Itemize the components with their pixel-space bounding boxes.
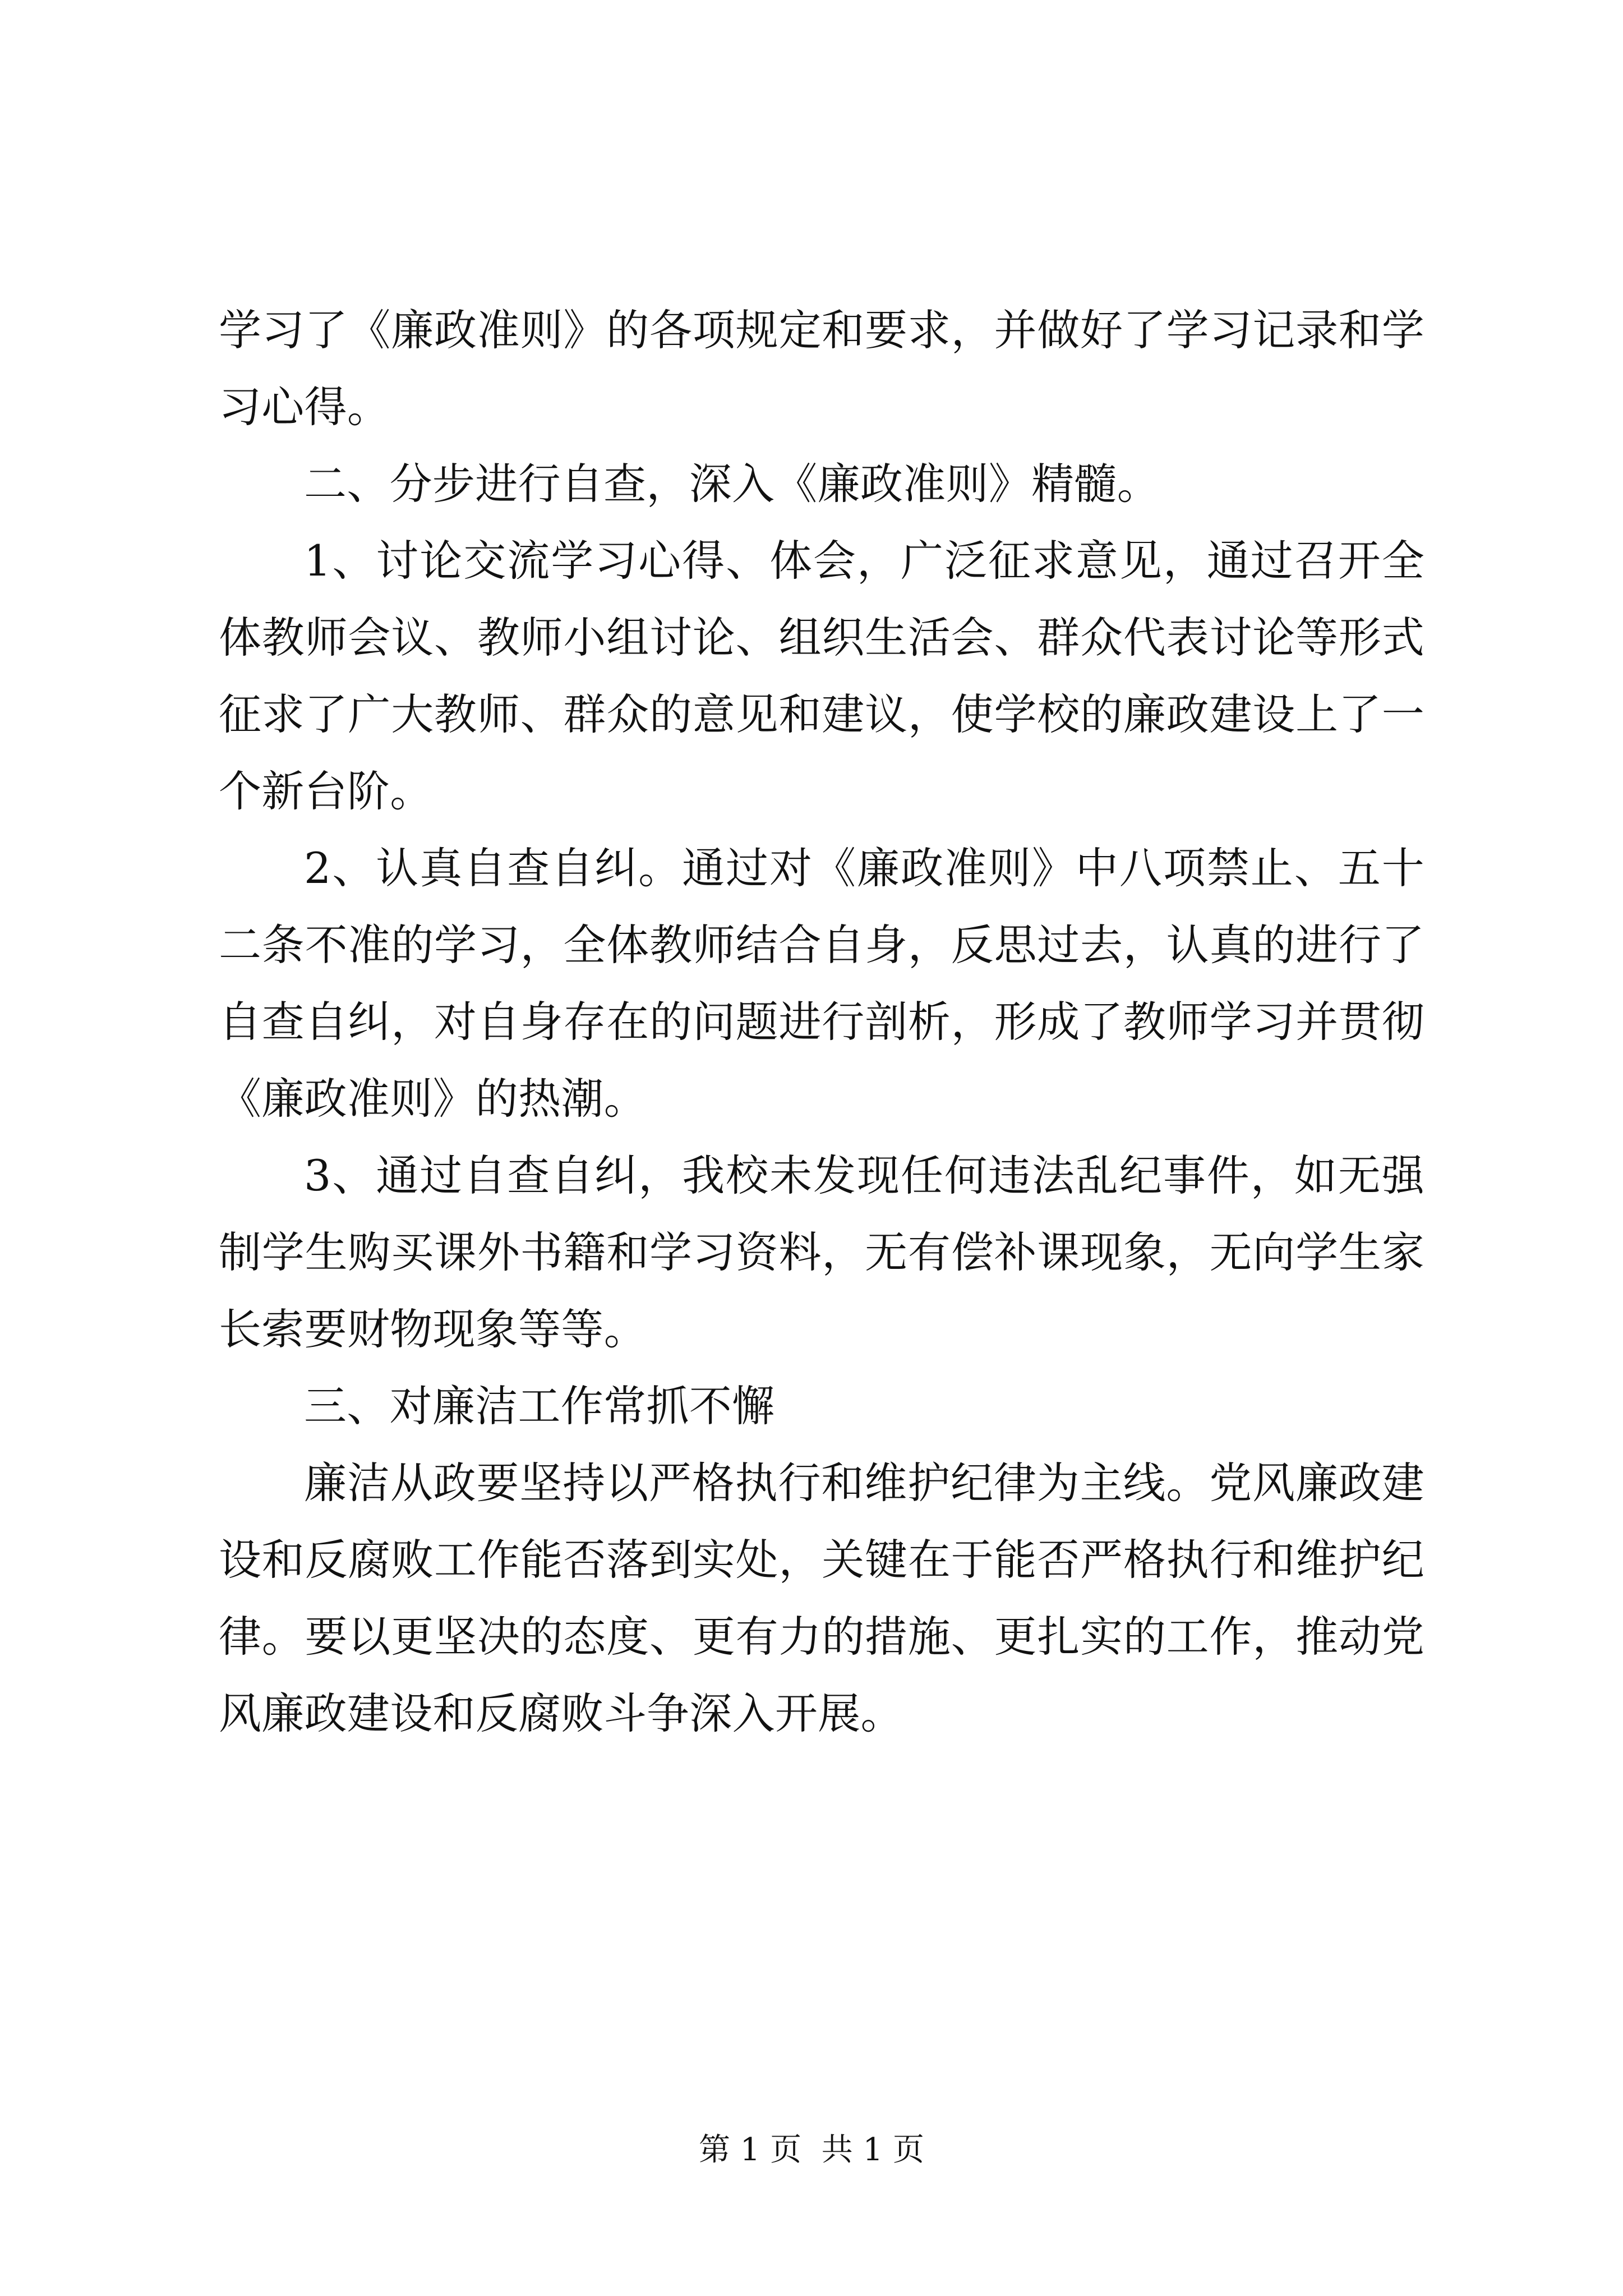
paragraph-item-1: 1、讨论交流学习心得、体会，广泛征求意见，通过召开全体教师会议、教师小组讨论、组织生活会、群众代表讨论等形式征求了广大教师、群众的意见和建议，使学校的廉政建设上了一个新台阶。 xyxy=(219,536,1424,816)
paragraph-continuation: 学习了《廉政准则》的各项规定和要求，并做好了学习记录和学习心得。 xyxy=(219,305,1424,432)
paragraph-item-3: 3、通过自查自纠，我校未发现任何违法乱纪事件，如无强制学生购买课外书籍和学习资料，无有偿补课现象，无向学生家长索要财物现象等等。 xyxy=(219,1151,1424,1354)
paragraph-conclusion: 廉洁从政要坚持以严格执行和维护纪律为主线。党风廉政建设和反腐败工作能否落到实处，关键在于能否严格执行和维护纪律。要以更坚决的态度、更有力的措施、更扎实的工作，推动党风廉政建设和反腐败斗争深入开展。 xyxy=(219,1458,1424,1738)
section-heading-three: 三、对廉洁工作常抓不懈 xyxy=(304,1381,775,1431)
page-footer: 第 1 页 共 1 页 xyxy=(698,2132,925,2168)
document-body xyxy=(219,292,1424,1752)
paragraph-item-2: 2、认真自查自纠。通过对《廉政准则》中八项禁止、五十二条不准的学习，全体教师结合自身，反思过去，认真的进行了自查自纠，对自身存在的问题进行剖析，形成了教师学习并贯彻《廉政准则》的热潮。 xyxy=(219,843,1424,1124)
section-heading-two: 二、分步进行自查，深入《廉政准则》精髓。 xyxy=(304,459,1160,509)
